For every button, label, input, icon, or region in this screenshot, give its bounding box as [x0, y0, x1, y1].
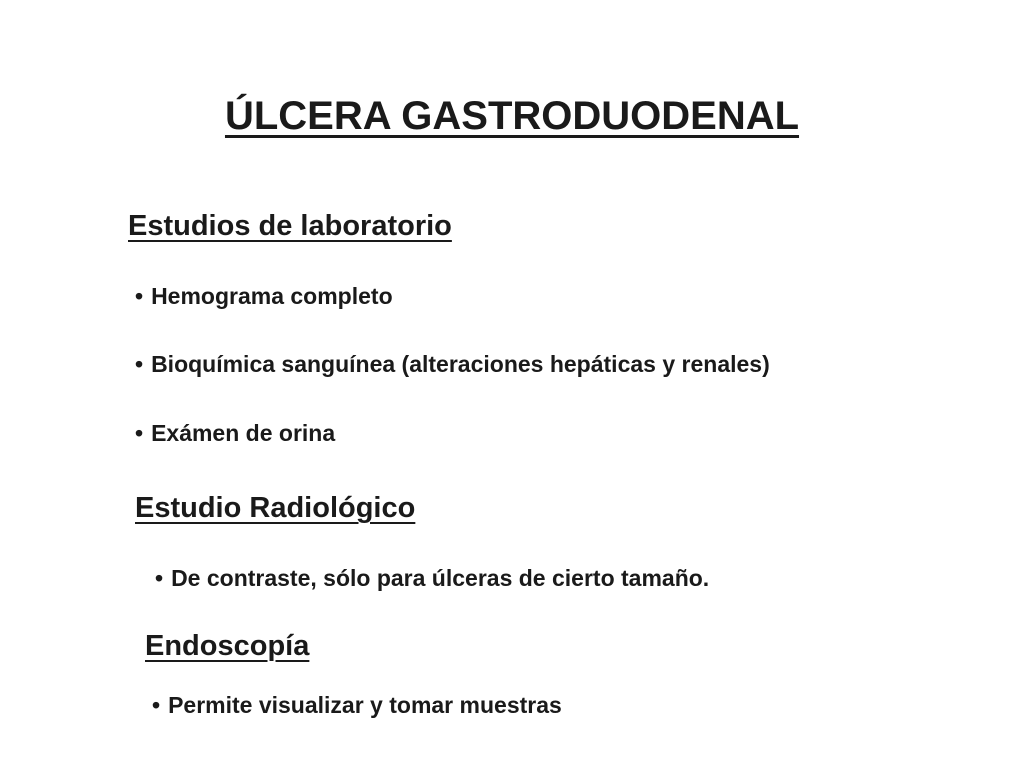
- list-item-text: Hemograma completo: [151, 283, 393, 309]
- list-item: [135, 282, 393, 310]
- bullet-icon: •: [152, 692, 161, 718]
- section-heading-radiologico: Estudio Radiológico: [135, 492, 416, 524]
- list-item-text: De contraste, sólo para úlceras de cierto tamaño.: [171, 565, 710, 591]
- bullet-icon: •: [135, 420, 144, 446]
- slide-title-text: ÚLCERA GASTRODUODENAL: [224, 94, 800, 138]
- bullet-icon: •: [155, 565, 164, 591]
- list-item-text: Exámen de orina: [151, 420, 336, 446]
- bullet-icon: •: [135, 283, 144, 309]
- list-item-text: Bioquímica sanguínea (alteraciones hepáticas y renales): [151, 351, 770, 377]
- section-heading-endoscopia: Endoscopía: [145, 630, 310, 662]
- list-item: [135, 350, 770, 378]
- slide-title: [0, 92, 1024, 140]
- section-heading-laboratorio: Estudios de laboratorio: [128, 210, 452, 242]
- list-item: [155, 564, 709, 592]
- list-item: [135, 419, 335, 447]
- list-item-text: Permite visualizar y tomar muestras: [168, 692, 562, 718]
- bullet-icon: •: [135, 351, 144, 377]
- list-item: [152, 691, 562, 719]
